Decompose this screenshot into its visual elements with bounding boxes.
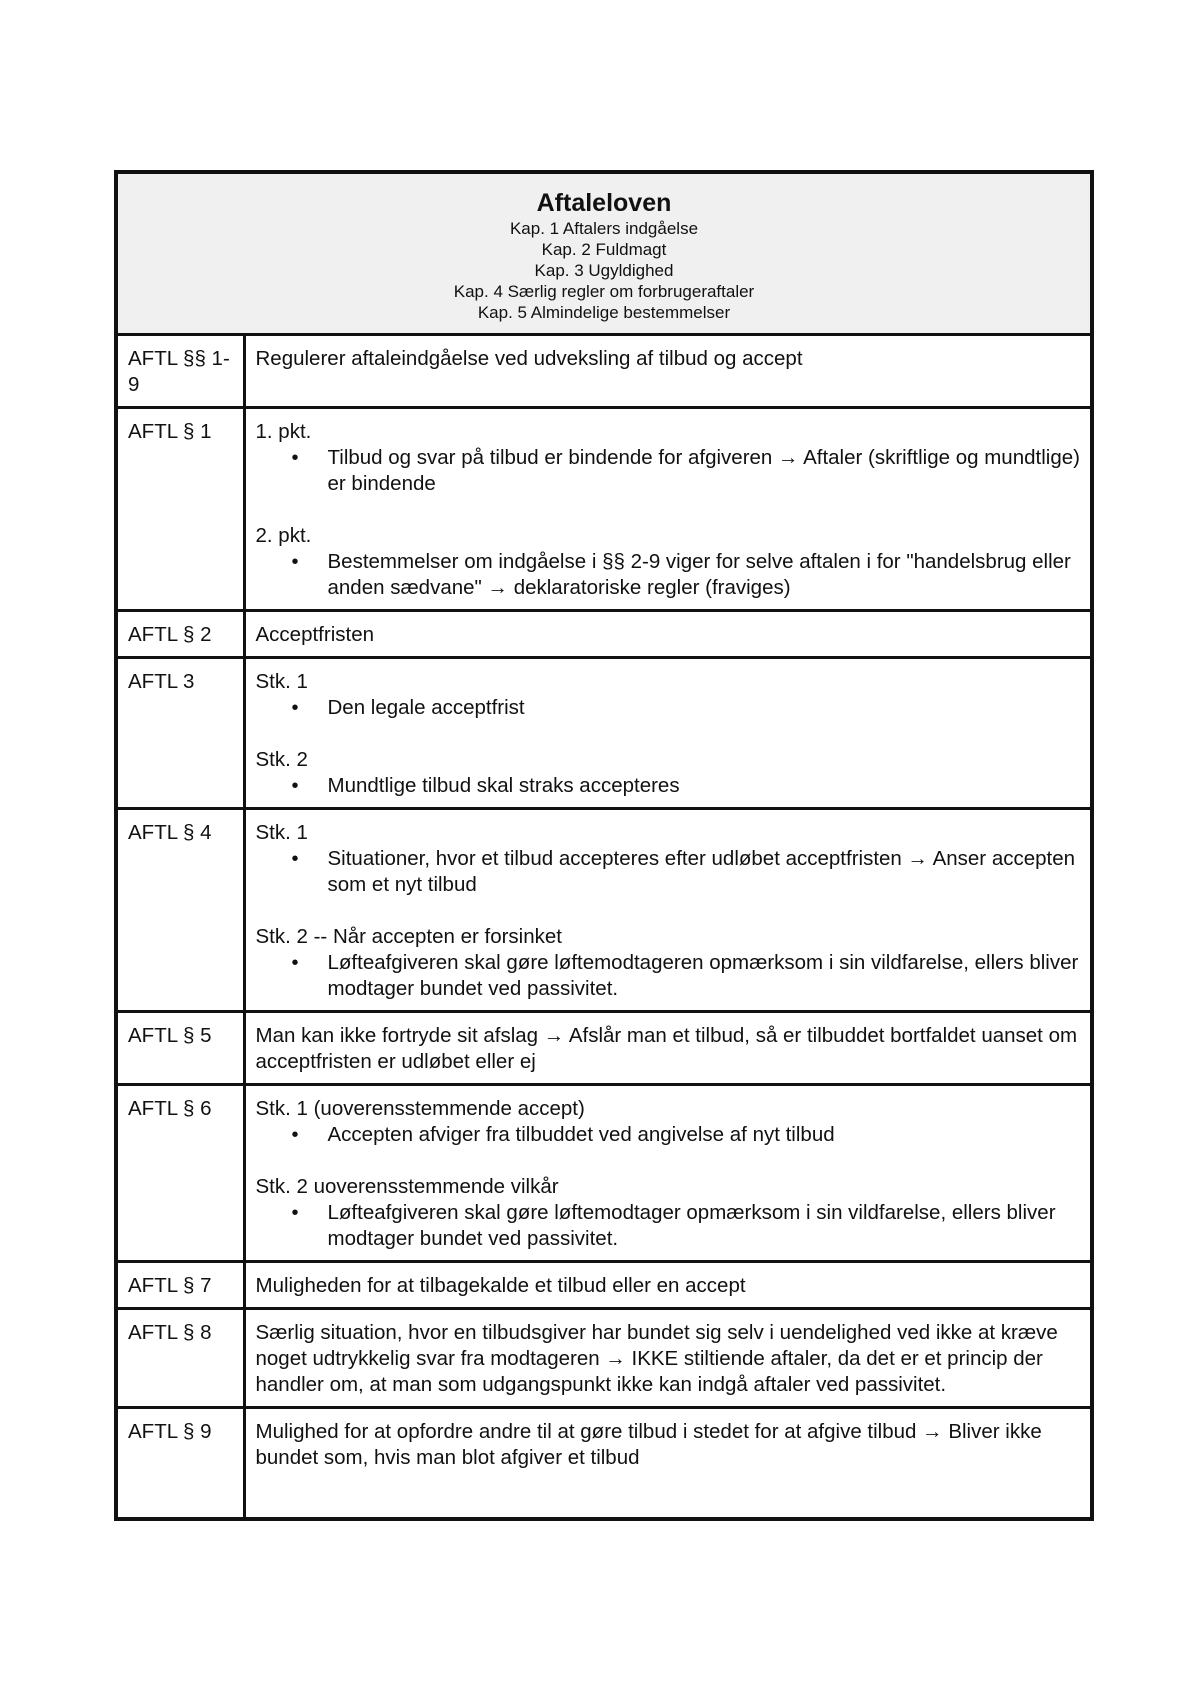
table-row <box>116 1085 1092 1262</box>
subsection-label: Stk. 2 <box>255 748 308 771</box>
bullet-item: • Tilbud og svar på tilbud er bindende for afgiveren → Aftaler (skriftlige og mundtlige) er bindende <box>328 445 1081 497</box>
bullet-item: • Løfteafgiveren skal gøre løftemodtager opmærksom i sin vildfarelse, ellers bliver modtager bundet ved passivitet. <box>328 1200 1081 1252</box>
subsection-label: Stk. 1 (uoverensstemmende accept) <box>255 1097 585 1120</box>
header-cell <box>116 172 1092 335</box>
table-row <box>116 1309 1092 1408</box>
aftaleloven-table <box>114 170 1094 1521</box>
section-content <box>244 1085 1092 1262</box>
section-ref: AFTL § 7 <box>116 1262 244 1309</box>
table-row <box>116 1262 1092 1309</box>
section-text: Acceptfristen <box>244 611 1092 658</box>
subsection-label: 1. pkt. <box>255 420 312 443</box>
subsection-label: Stk. 2 -- Når accepten er forsinket <box>255 925 562 948</box>
section-ref: AFTL § 1 <box>116 408 244 611</box>
header-row <box>116 172 1092 335</box>
section-ref: AFTL §§ 1-9 <box>116 335 244 408</box>
section-text: Regulerer aftaleindgåelse ved udveksling af tilbud og accept <box>244 335 1092 408</box>
subsection-label: Stk. 1 <box>255 670 308 693</box>
section-ref: AFTL § 4 <box>116 809 244 1012</box>
section-text: Man kan ikke fortryde sit afslag → Afslår man et tilbud, så er tilbuddet bortfaldet uanset om acceptfristen er udløbet eller ej <box>244 1012 1092 1085</box>
section-text: Muligheden for at tilbagekalde et tilbud eller en accept <box>244 1262 1092 1309</box>
chapter-line: Kap. 4 Særlig regler om forbrugeraftaler <box>453 282 755 301</box>
chapter-line: Kap. 1 Aftalers indgåelse <box>509 219 699 238</box>
bullet-list <box>256 1122 1081 1148</box>
section-content <box>244 809 1092 1012</box>
section-ref: AFTL § 6 <box>116 1085 244 1262</box>
bullet-item: • Bestemmelser om indgåelse i §§ 2-9 viger for selve aftalen i for "handelsbrug eller anden sædvane" → deklaratoriske regler (fraviges) <box>328 549 1081 601</box>
table-row <box>116 658 1092 809</box>
table-row <box>116 408 1092 611</box>
chapter-line: Kap. 2 Fuldmagt <box>541 240 667 259</box>
section-ref: AFTL § 8 <box>116 1309 244 1408</box>
bullet-item: • Situationer, hvor et tilbud accepteres efter udløbet acceptfristen → Anser accepten som et nyt tilbud <box>328 846 1081 898</box>
table-row <box>116 611 1092 658</box>
bullet-list <box>256 445 1081 497</box>
chapter-line: Kap. 5 Almindelige bestemmelser <box>477 303 731 322</box>
chapter-line: Kap. 3 Ugyldighed <box>534 261 674 280</box>
subsection-label: Stk. 1 <box>255 821 308 844</box>
bullet-list <box>256 773 1081 799</box>
section-content <box>244 408 1092 611</box>
table-row <box>116 335 1092 408</box>
bullet-item: • Løfteafgiveren skal gøre løftemodtageren opmærksom i sin vildfarelse, ellers bliver modtager bundet ved passivitet. <box>328 950 1081 1002</box>
section-text: Mulighed for at opfordre andre til at gøre tilbud i stedet for at afgive tilbud → Bliver ikke bundet som, hvis man blot afgiver et tilbud <box>244 1408 1092 1520</box>
section-ref: AFTL § 9 <box>116 1408 244 1520</box>
bullet-item: • Accepten afviger fra tilbuddet ved angivelse af nyt tilbud <box>328 1122 1081 1148</box>
table-row <box>116 1012 1092 1085</box>
subsection-label: 2. pkt. <box>255 524 312 547</box>
bullet-list <box>256 1200 1081 1252</box>
section-ref: AFTL § 5 <box>116 1012 244 1085</box>
section-content <box>244 658 1092 809</box>
table-row <box>116 809 1092 1012</box>
table-row <box>116 1408 1092 1520</box>
section-ref: AFTL § 2 <box>116 611 244 658</box>
bullet-list <box>256 695 1081 721</box>
bullet-item: • Den legale acceptfrist <box>328 695 1081 721</box>
bullet-list <box>256 846 1081 898</box>
subsection-label: Stk. 2 uoverensstemmende vilkår <box>255 1175 559 1198</box>
section-text: Særlig situation, hvor en tilbudsgiver har bundet sig selv i uendelighed ved ikke at kræve noget udtrykkelig svar fra modtageren → IKKE stiltiende aftaler, da det er et princip der handler om, at man som udgangspunkt ikke kan indgå aftaler ved passivitet. <box>244 1309 1092 1408</box>
document-title: Aftaleloven <box>536 189 672 217</box>
bullet-list <box>256 549 1081 601</box>
bullet-list <box>256 950 1081 1002</box>
section-ref: AFTL 3 <box>116 658 244 809</box>
bullet-item: • Mundtlige tilbud skal straks accepteres <box>328 773 1081 799</box>
